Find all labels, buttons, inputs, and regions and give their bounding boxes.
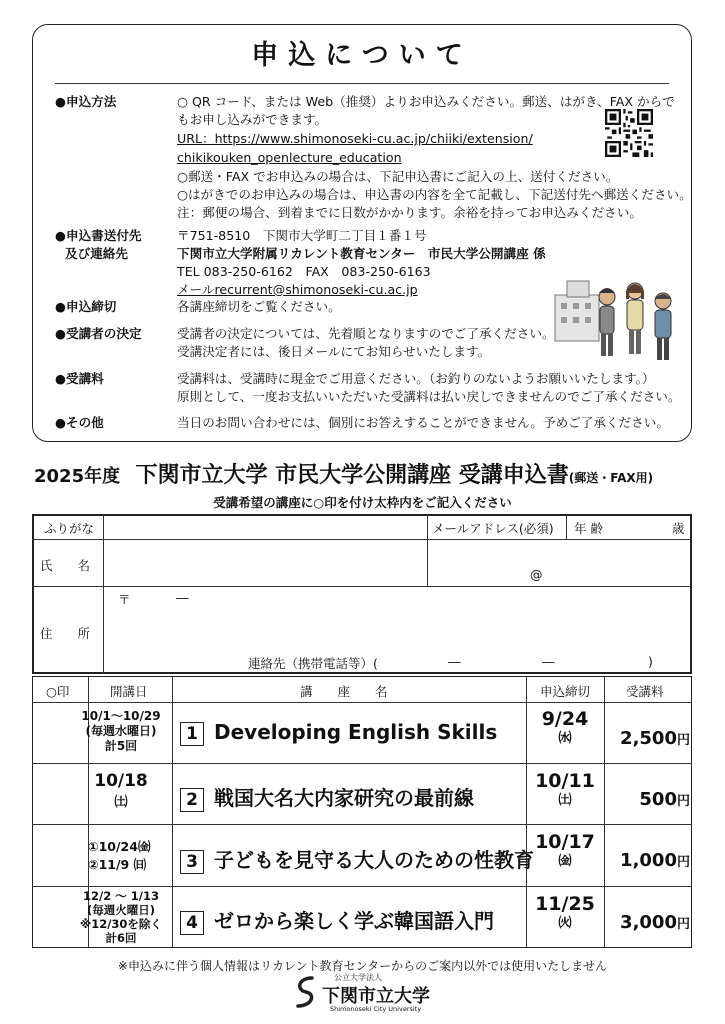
course-2-date: 10/18 ㈯	[94, 771, 148, 810]
course-3-date: ①10/24㈮ ②11/9 ㈰	[88, 839, 151, 872]
divider	[566, 514, 567, 539]
course-1-title: 1 Developing English Skills	[180, 720, 497, 746]
course-3-mark-cell[interactable]	[34, 826, 87, 885]
course-2-deadline: 10/11 ㈯	[535, 770, 595, 808]
postal-dash: ―	[176, 590, 189, 605]
age-label: 年 齢	[574, 521, 603, 536]
header-course: 講 座 名	[300, 684, 388, 699]
info-label: ●申込書送付先	[55, 228, 142, 243]
course-1-deadline: 9/24 ㈬	[541, 708, 589, 746]
application-info-box	[32, 24, 692, 442]
phone-dash: ―	[542, 654, 555, 669]
course-2-title: 2 戦国大名大内家研究の最前線	[180, 782, 474, 812]
info-label: ●その他	[55, 415, 104, 430]
name-input[interactable]	[104, 540, 426, 586]
age-input[interactable]	[600, 515, 670, 539]
furigana-label: ふりがな	[44, 521, 95, 536]
course-3-title: 3 子どもを見守る大人のための性教育	[180, 844, 534, 874]
info-label: 及び連絡先	[65, 246, 128, 261]
course-4-fee: 3,000円	[620, 912, 690, 933]
course-4-title: 4 ゼロから楽しく学ぶ韓国語入門	[180, 905, 494, 935]
form-title	[34, 458, 653, 489]
form-subtitle: 受講希望の講座に○印を付け太枠内をご記入ください	[213, 495, 512, 510]
divider	[604, 676, 605, 948]
course-4-date: 12/2 ～ 1/13 (毎週火曜日) ※12/30を除く 計6回	[80, 889, 162, 945]
form-title-text: 下関市立大学 市民大学公開講座 受講申込書	[135, 463, 569, 488]
info-text: TEL 083-250-6162 FAX 083-250-6163	[177, 264, 431, 279]
divider	[32, 886, 692, 887]
age-unit: 歳	[672, 521, 685, 536]
info-text: 当日のお問い合わせには、個別にお答えすることができません。予めご了承ください。	[177, 415, 669, 430]
email-input[interactable]	[428, 540, 691, 586]
info-label: ●受講料	[55, 371, 104, 386]
course-3-fee: 1,000円	[620, 850, 690, 871]
privacy-footnote: ※申込みに伴う個人情報はリカレント教育センターからのご案内以外では使用いたしません	[117, 959, 608, 973]
info-text: もお申し込みができます。	[177, 112, 328, 127]
email-link[interactable]: メールrecurrent@shimonoseki-cu.ac.jp	[177, 282, 418, 297]
logo-small: 公立大学法人	[334, 973, 382, 982]
header-mark: ○印	[46, 684, 70, 699]
course-1-fee: 2,500円	[620, 728, 690, 749]
divider	[172, 676, 173, 948]
university-logo-icon	[290, 974, 320, 1010]
divider	[32, 824, 692, 825]
info-text: 受講者の決定については、先着順となりますのでご了承ください。	[177, 326, 555, 341]
university-logo	[290, 972, 450, 1016]
info-label: ●受講者の決定	[55, 326, 142, 341]
info-label: ●申込締切	[55, 299, 117, 314]
url-link[interactable]: chikikouken_openlecture_education	[177, 150, 402, 165]
qr-code-icon[interactable]	[605, 109, 653, 157]
logo-en: Shimonoseki City University	[330, 1005, 422, 1013]
course-4-deadline: 11/25 ㈫	[535, 893, 595, 931]
people-walking-icon	[553, 265, 681, 369]
info-text: ○郵送・FAX でお申込みの場合は、下記申込書にご記入の上、送付ください。	[177, 169, 619, 184]
info-text: 〒751-8510 下関市大学町二丁目１番１号	[177, 228, 427, 243]
course-2-fee: 500円	[639, 789, 690, 810]
info-text: 注：郵便の場合、到着までに日数がかかります。余裕を持ってお申込みください。	[177, 205, 642, 220]
info-text: ○はがきでのお申込みの場合は、申込書の内容を全て記載し、下記送付先へ郵送ください。	[177, 187, 692, 202]
form-year: 2025年度	[34, 466, 121, 487]
info-text: ○ QR コード、または Web（推奨）よりお申込みください。郵送、はがき、FAX からで	[177, 94, 675, 109]
info-text: 原則として、一度お支払いいただいた受講料は払い戻しできませんのでご了承ください。	[177, 389, 681, 404]
address-label: 住 所	[40, 626, 91, 641]
divider	[32, 763, 692, 764]
info-text: 受講決定者には、後日メールにてお知らせいたします。	[177, 344, 491, 359]
email-label: メールアドレス(必須)	[432, 521, 554, 536]
header-deadline: 申込締切	[540, 684, 591, 699]
name-label: 氏 名	[40, 558, 91, 573]
divider	[55, 83, 669, 84]
info-title: 申込について	[251, 40, 473, 71]
header-date: 開講日	[110, 684, 148, 699]
info-text: 受講料は、受講時に現金でご用意ください。（お釣りのないようお願いいたします。）	[177, 371, 655, 386]
header-fee: 受講料	[626, 684, 664, 699]
phone-dash: ―	[448, 654, 461, 669]
postal-mark: 〒	[118, 592, 131, 607]
address-input[interactable]	[104, 587, 691, 647]
course-3-deadline: 10/17 ㈮	[535, 831, 595, 869]
phone-input[interactable]	[370, 650, 640, 672]
form-title-note: (郵送・FAX用)	[568, 471, 654, 485]
email-at: @	[530, 567, 543, 582]
course-1-date: 10/1～10/29 (毎週水曜日) 計5回	[81, 709, 161, 753]
phone-close: )	[648, 654, 653, 669]
furigana-input[interactable]	[104, 515, 426, 539]
url-link[interactable]: URL：https://www.shimonoseki-cu.ac.jp/chiiki/extension/	[177, 131, 533, 146]
info-label: ●申込方法	[55, 94, 117, 109]
info-text: 下関市立大学附属リカレント教育センター 市民大学公開講座 係	[177, 246, 546, 261]
logo-name: 下関市立大学	[322, 986, 430, 1007]
phone-label: 連絡先（携帯電話等）(	[248, 656, 378, 671]
info-text: 各講座締切をご覧ください。	[177, 299, 341, 314]
divider	[32, 702, 692, 703]
